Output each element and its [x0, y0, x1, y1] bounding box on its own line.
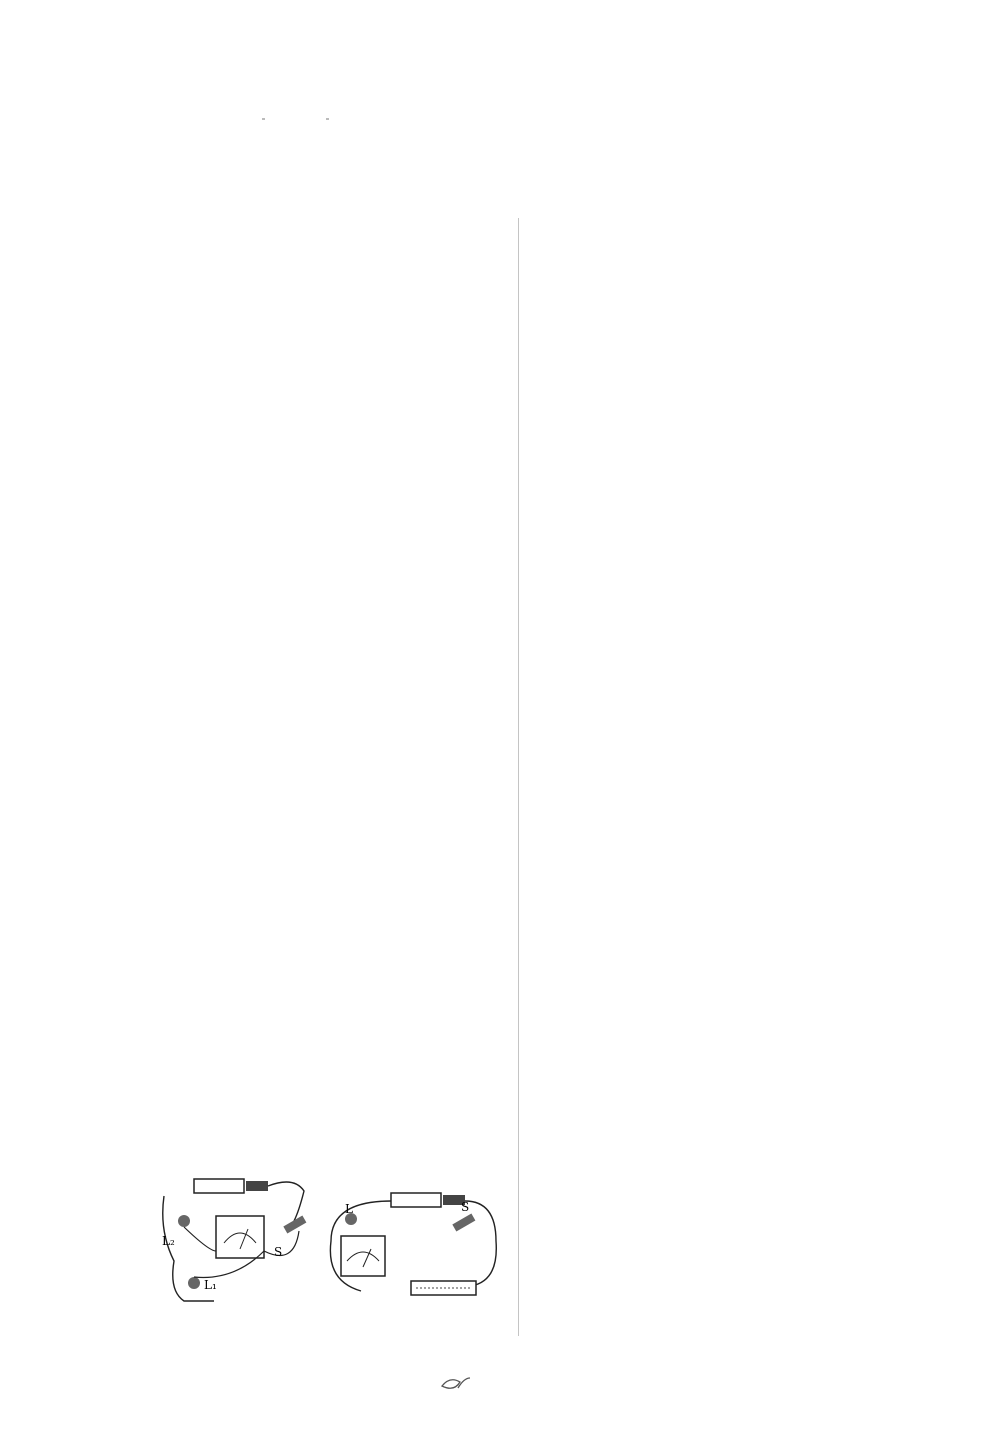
label-L: L: [345, 1202, 353, 1216]
label-L2: L₂: [162, 1234, 175, 1248]
scan-mark: [326, 118, 329, 120]
label-S: S: [274, 1245, 283, 1259]
leaf-ornament-icon: [440, 1372, 472, 1394]
column-divider: [518, 218, 519, 1336]
circuit-figure-4: [153, 1170, 320, 1314]
scan-mark: [262, 118, 265, 120]
circuit-figure-5: [320, 1180, 502, 1312]
label-L1: L₁: [204, 1278, 217, 1292]
label-S: S: [461, 1200, 470, 1214]
